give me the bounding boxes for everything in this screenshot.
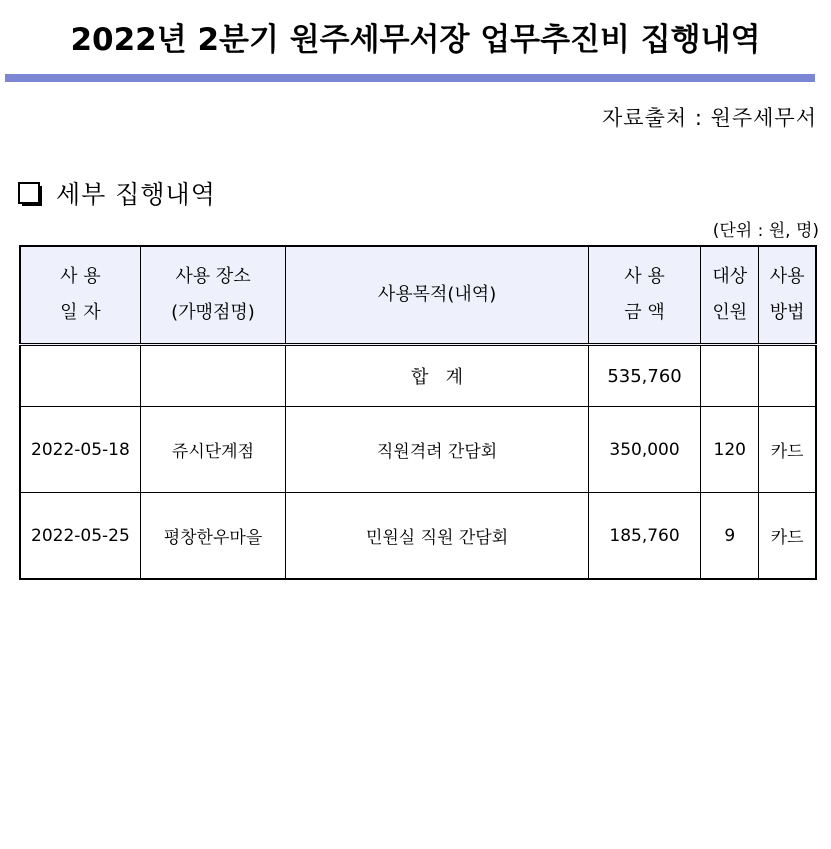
table-row	[20, 493, 816, 580]
header-place-line1: 사용 장소	[175, 266, 251, 287]
row-method: 카드	[759, 493, 816, 580]
table-row	[20, 407, 816, 493]
row-persons: 9	[701, 493, 759, 580]
header-date-line2: 일 자	[60, 302, 101, 323]
total-persons-cell	[701, 345, 759, 407]
total-amount: 535,760	[588, 345, 700, 407]
header-method-line1: 사용	[769, 266, 805, 287]
unit-note: (단위 : 원, 명)	[712, 221, 819, 241]
source-note: 자료출처 : 원주세무서	[602, 106, 817, 130]
expense-table	[19, 245, 817, 580]
total-date-cell	[20, 345, 140, 407]
section-title: 세부 집행내역	[56, 180, 216, 209]
header-purpose	[286, 246, 589, 345]
total-row	[20, 345, 816, 407]
row-purpose: 직원격려 간담회	[286, 407, 589, 493]
row-place: 평창한우마을	[140, 493, 285, 580]
row-date: 2022-05-25	[20, 493, 140, 580]
row-amount: 350,000	[588, 407, 700, 493]
row-persons: 120	[701, 407, 759, 493]
row-place: 쥬시단계점	[140, 407, 285, 493]
header-amount	[588, 246, 700, 345]
total-label: 합 계	[286, 345, 589, 407]
total-place-cell	[140, 345, 285, 407]
header-date	[20, 246, 140, 345]
row-purpose: 민원실 직원 간담회	[286, 493, 589, 580]
header-persons-line2: 인원	[712, 302, 748, 323]
header-amount-line1: 사 용	[624, 266, 665, 287]
header-method-line2: 방법	[769, 302, 805, 323]
header-purpose-label: 사용목적(내역)	[377, 284, 497, 305]
title-underline	[5, 74, 815, 82]
table-header-row	[20, 246, 816, 345]
header-amount-line2: 금 액	[624, 302, 665, 323]
header-date-line1: 사 용	[60, 266, 101, 287]
header-persons	[701, 246, 759, 345]
header-persons-line1: 대상	[712, 266, 748, 287]
section-header	[18, 173, 216, 213]
row-amount: 185,760	[588, 493, 700, 580]
checkbox-icon	[18, 182, 40, 204]
total-method-cell	[759, 345, 816, 407]
row-date: 2022-05-18	[20, 407, 140, 493]
header-place-line2: (가맹점명)	[171, 302, 255, 323]
page-title: 2022년 2분기 원주세무서장 업무추진비 집행내역	[70, 22, 761, 58]
row-method: 카드	[759, 407, 816, 493]
header-place	[140, 246, 285, 345]
header-method	[759, 246, 816, 345]
